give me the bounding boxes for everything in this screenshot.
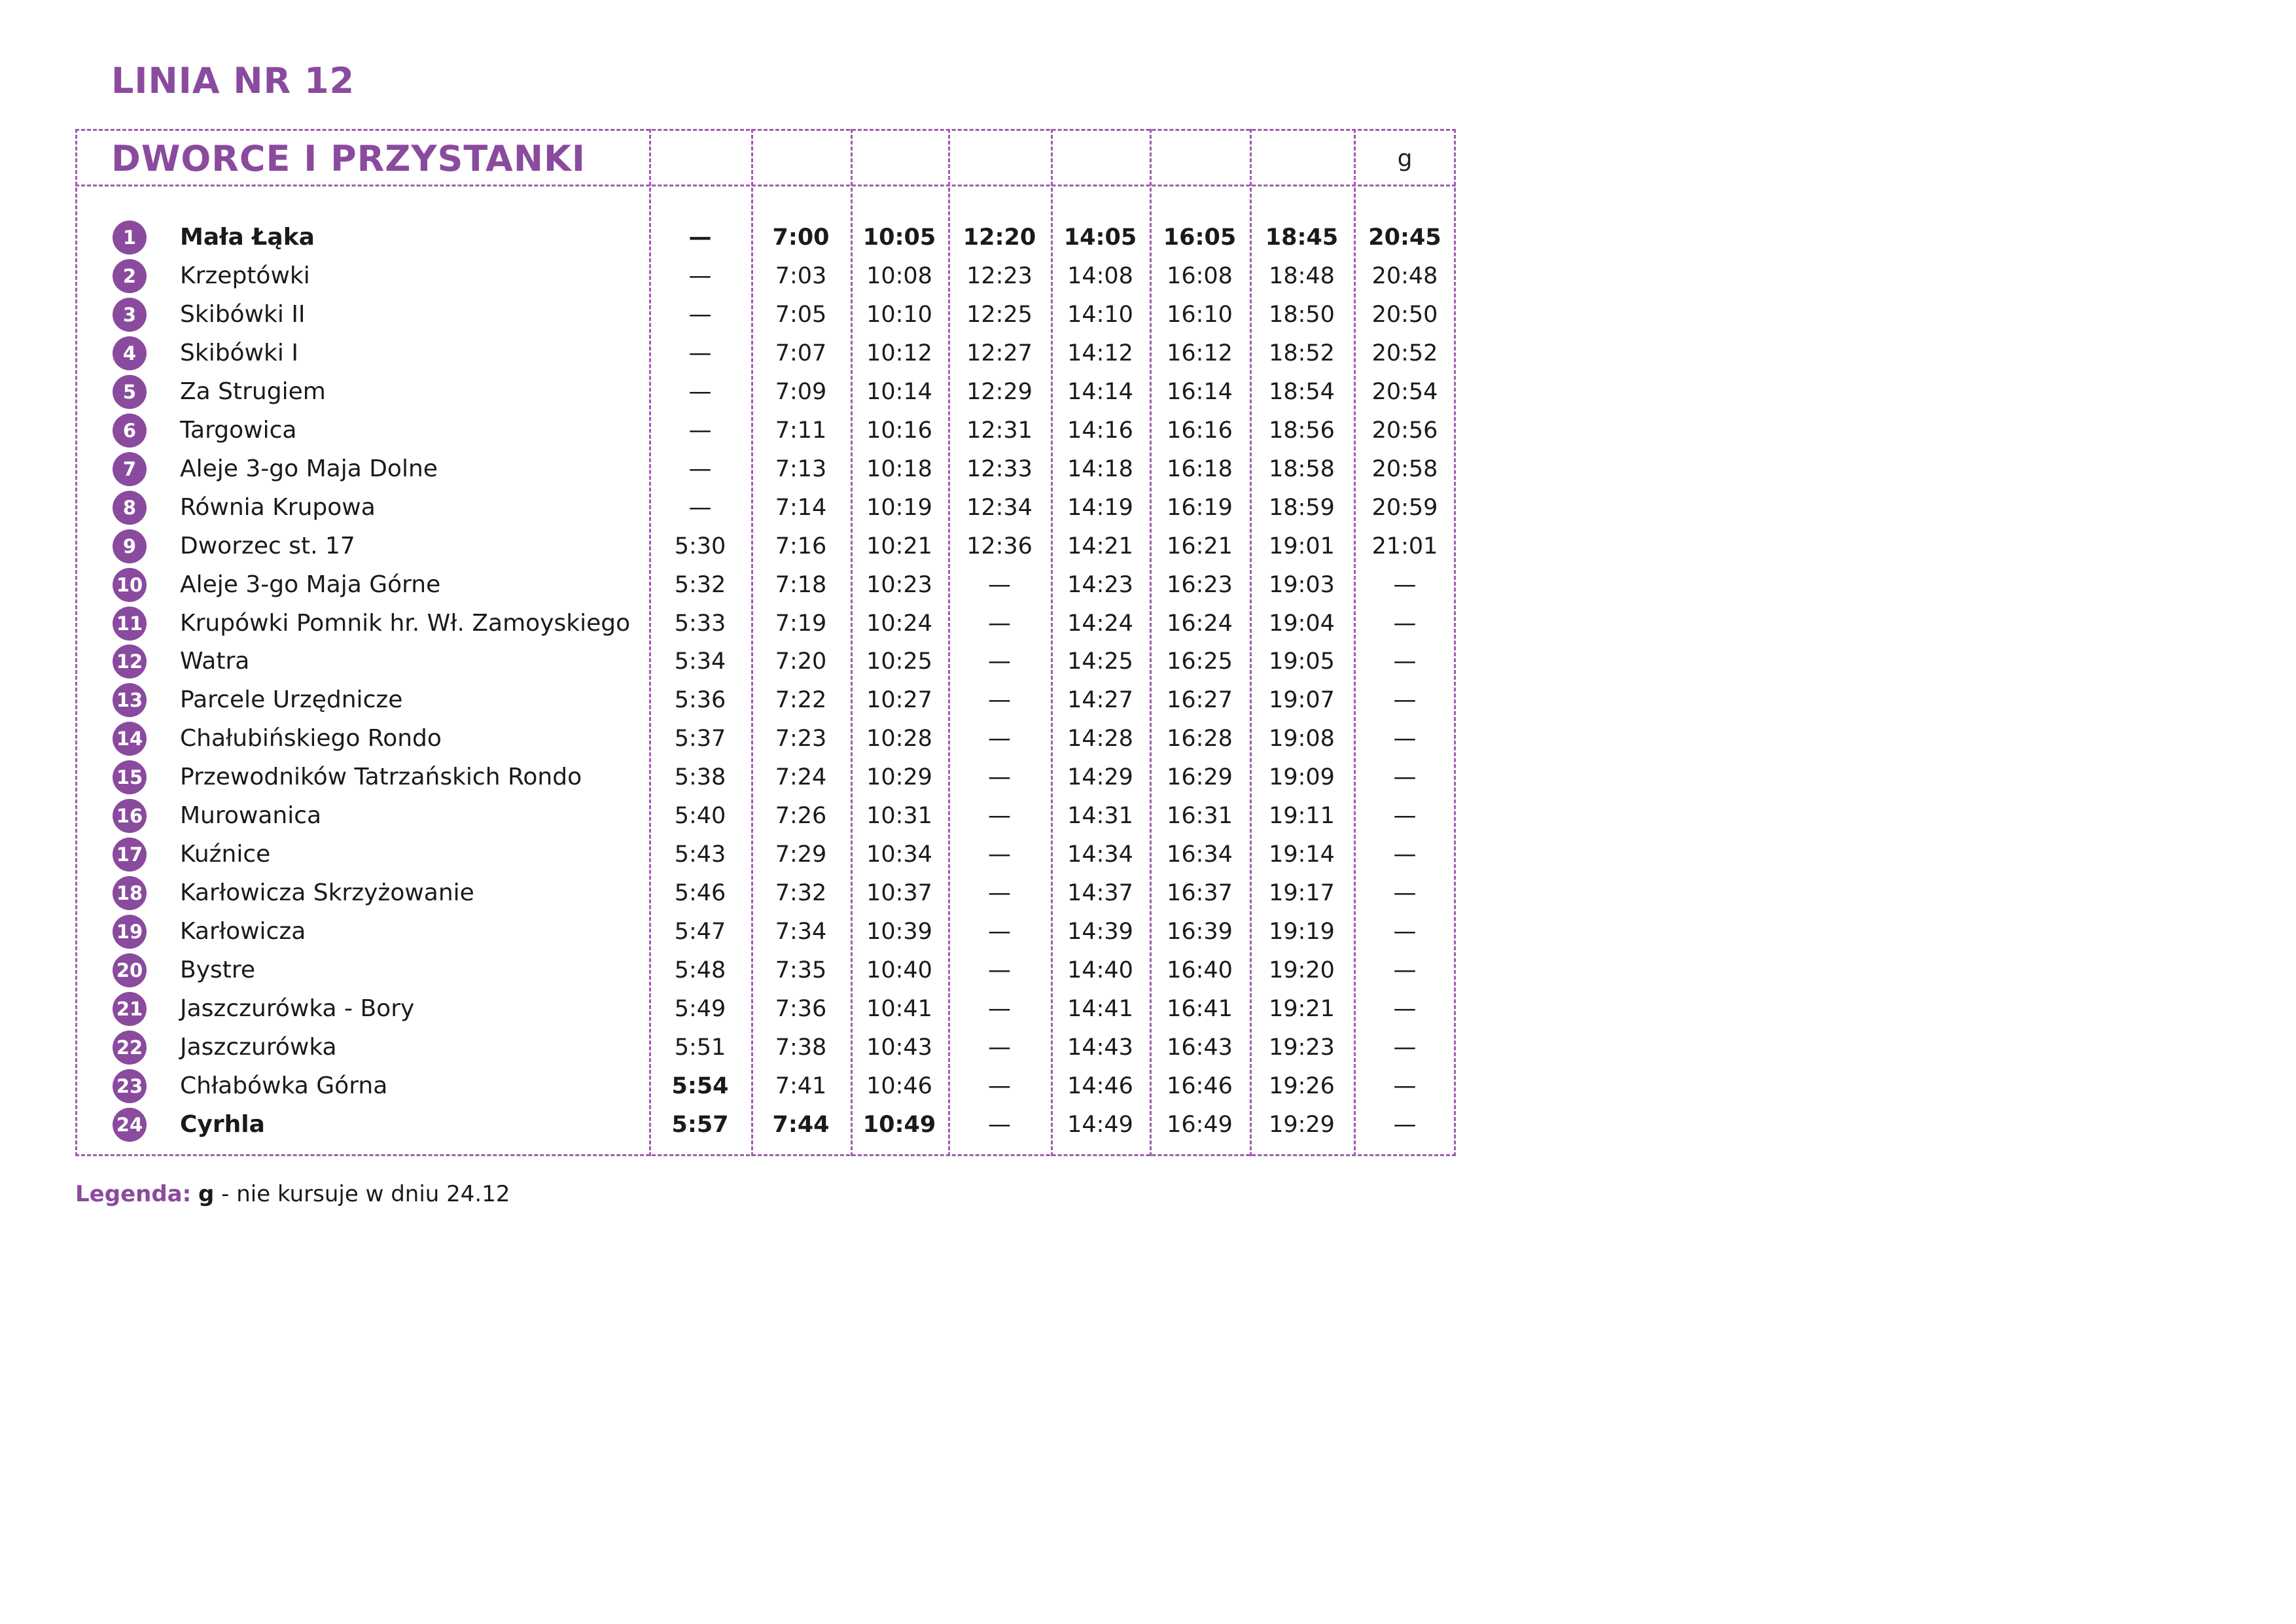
departure-time: 7:16 (775, 533, 827, 559)
legend-label: Legenda: (75, 1181, 192, 1207)
departure-time: 7:14 (775, 494, 827, 521)
departure-time: 20:50 (1371, 301, 1438, 328)
departure-time: 5:57 (671, 1111, 729, 1138)
stop-name: Bystre (180, 957, 256, 984)
stop-name: Karłowicza Skrzyżowanie (180, 879, 474, 907)
legend-code: g (198, 1181, 215, 1207)
stop-name: Dworzec st. 17 (180, 532, 355, 559)
column-flag (1150, 134, 1250, 184)
departure-time: 19:23 (1269, 1034, 1335, 1061)
departure-time: 5:32 (674, 571, 726, 598)
stop-number-badge: 4 (113, 336, 147, 370)
table-row (0, 1106, 1456, 1144)
departure-time: 16:28 (1167, 726, 1233, 752)
departure-time: 16:40 (1167, 957, 1233, 984)
stop-number-badge: 21 (113, 992, 147, 1026)
departure-time: — (1393, 610, 1417, 637)
departure-time: 10:25 (866, 648, 932, 675)
table-row (0, 489, 1456, 527)
departure-time: 16:05 (1163, 224, 1237, 251)
departure-time: — (1393, 1072, 1417, 1099)
departure-time: 14:49 (1067, 1111, 1133, 1138)
stop-number-badge: 2 (113, 259, 147, 293)
departure-time: 18:52 (1269, 340, 1335, 366)
departure-time: 19:21 (1269, 996, 1335, 1022)
table-row (0, 758, 1456, 796)
stop-number-badge: 24 (113, 1108, 147, 1142)
table-row (0, 605, 1456, 643)
departure-time: 19:17 (1269, 880, 1335, 907)
stop-name: Aleje 3-go Maja Górne (180, 571, 441, 598)
column-flag (948, 134, 1051, 184)
departure-time: — (688, 494, 712, 521)
departure-time: — (988, 957, 1011, 984)
departure-time: 5:36 (674, 687, 726, 714)
departure-time: 14:12 (1067, 340, 1133, 366)
departure-time: 19:26 (1269, 1072, 1335, 1099)
stop-number-badge: 23 (113, 1069, 147, 1103)
departure-time: 10:46 (866, 1072, 932, 1099)
departure-time: 5:38 (674, 764, 726, 791)
departure-time: 14:37 (1067, 880, 1133, 907)
stop-name: Mała Łąka (180, 224, 315, 251)
departure-time: — (988, 919, 1011, 945)
departure-time: 7:36 (775, 996, 827, 1022)
stop-name: Skibówki II (180, 300, 306, 328)
table-row (0, 412, 1456, 450)
column-flag (649, 134, 751, 184)
departure-time: 16:34 (1167, 841, 1233, 868)
stop-number-badge: 10 (113, 568, 147, 602)
departure-time: 18:48 (1269, 262, 1335, 289)
departure-time: 16:29 (1167, 764, 1233, 791)
stop-name: Krzeptówki (180, 262, 310, 289)
departure-time: — (1393, 996, 1417, 1022)
departure-time: 5:34 (674, 648, 726, 675)
departure-time: — (988, 726, 1011, 752)
departure-time: — (988, 687, 1011, 714)
departure-time: 18:59 (1269, 494, 1335, 521)
departure-time: — (1393, 880, 1417, 907)
departure-time: 12:20 (963, 224, 1036, 251)
stop-name: Kuźnice (180, 841, 271, 868)
departure-time: — (988, 571, 1011, 598)
stop-number-badge: 1 (113, 221, 147, 255)
departure-time: 7:11 (775, 417, 827, 444)
departure-time: 19:07 (1269, 687, 1335, 714)
stop-name: Chałubińskiego Rondo (180, 725, 442, 752)
stop-name: Parcele Urzędnicze (180, 686, 403, 714)
stop-number-badge: 7 (113, 452, 147, 486)
departure-time: 19:01 (1269, 533, 1335, 559)
departure-time: 14:05 (1063, 224, 1137, 251)
departure-time: — (1393, 1111, 1417, 1138)
departure-time: — (1393, 841, 1417, 868)
departure-time: 10:16 (866, 417, 932, 444)
table-row (0, 219, 1456, 256)
stop-name: Cyrhla (180, 1110, 265, 1138)
departure-time: — (988, 1111, 1011, 1138)
stop-name: Za Strugiem (180, 378, 326, 405)
departure-time: 12:23 (966, 262, 1033, 289)
departure-time: 5:40 (674, 803, 726, 830)
departure-time: 19:08 (1269, 726, 1335, 752)
departure-time: 16:14 (1167, 378, 1233, 405)
departure-time: 19:04 (1269, 610, 1335, 637)
departure-time: 16:41 (1167, 996, 1233, 1022)
departure-time: 10:10 (866, 301, 932, 328)
departure-time: 20:58 (1371, 455, 1438, 482)
departure-time: 19:09 (1269, 764, 1335, 791)
table-row (0, 720, 1456, 758)
departure-time: 20:56 (1371, 417, 1438, 444)
departure-time: 7:19 (775, 610, 827, 637)
departure-time: 7:38 (775, 1034, 827, 1061)
stop-number-badge: 15 (113, 760, 147, 794)
departure-time: 7:29 (775, 841, 827, 868)
departure-time: 10:19 (866, 494, 932, 521)
stop-number-badge: 18 (113, 876, 147, 910)
departure-time: 21:01 (1371, 533, 1438, 559)
table-row (0, 334, 1456, 372)
departure-time: 10:05 (862, 224, 936, 251)
departure-time: 10:14 (866, 378, 932, 405)
departure-time: — (988, 996, 1011, 1022)
departure-time: — (688, 224, 712, 251)
departure-time: 7:41 (775, 1072, 827, 1099)
column-flag (751, 134, 851, 184)
departure-time: 16:10 (1167, 301, 1233, 328)
table-row (0, 643, 1456, 680)
stop-number-badge: 11 (113, 607, 147, 641)
departure-time: 10:41 (866, 996, 932, 1022)
departure-time: — (988, 764, 1011, 791)
departure-time: 10:21 (866, 533, 932, 559)
page-title: LINIA NR 12 (111, 60, 355, 101)
stop-name: Chłabówka Górna (180, 1072, 388, 1099)
departure-time: 7:35 (775, 957, 827, 984)
departure-time: 14:19 (1067, 494, 1133, 521)
stop-name: Równia Krupowa (180, 493, 376, 521)
table-row (0, 527, 1456, 565)
departure-time: — (1393, 648, 1417, 675)
departure-time: 19:29 (1269, 1111, 1335, 1138)
table-row (0, 836, 1456, 874)
departure-time: 19:19 (1269, 919, 1335, 945)
departure-time: — (1393, 1034, 1417, 1061)
table-row (0, 681, 1456, 719)
stop-name: Watra (180, 648, 250, 675)
stop-number-badge: 20 (113, 953, 147, 987)
departure-time: 7:09 (775, 378, 827, 405)
departure-time: 12:25 (966, 301, 1033, 328)
table-row (0, 450, 1456, 488)
departure-time: 20:45 (1368, 224, 1441, 251)
departure-time: 14:10 (1067, 301, 1133, 328)
table-row (0, 296, 1456, 334)
departure-time: 5:48 (674, 957, 726, 984)
departure-time: 16:12 (1167, 340, 1233, 366)
departure-time: 5:43 (674, 841, 726, 868)
departure-time: — (988, 803, 1011, 830)
stop-number-badge: 8 (113, 491, 147, 525)
departure-time: — (988, 1034, 1011, 1061)
departure-time: 14:14 (1067, 378, 1133, 405)
departure-time: — (988, 841, 1011, 868)
column-flag (851, 134, 948, 184)
departure-time: 18:56 (1269, 417, 1335, 444)
departure-time: 12:36 (966, 533, 1033, 559)
departure-time: 16:31 (1167, 803, 1233, 830)
stop-number-badge: 9 (113, 529, 147, 563)
legend (75, 1178, 510, 1210)
departure-time: 12:27 (966, 340, 1033, 366)
stop-name: Targowica (180, 416, 297, 444)
departure-time: 16:39 (1167, 919, 1233, 945)
departure-time: 10:49 (862, 1111, 936, 1138)
departure-time: 14:46 (1067, 1072, 1133, 1099)
stop-number-badge: 6 (113, 414, 147, 448)
table-row (0, 874, 1456, 912)
departure-time: 5:33 (674, 610, 726, 637)
departure-time: 7:13 (775, 455, 827, 482)
departure-time: — (1393, 726, 1417, 752)
departure-time: 14:39 (1067, 919, 1133, 945)
departure-time: 16:27 (1167, 687, 1233, 714)
departure-time: — (988, 1072, 1011, 1099)
departure-time: 16:19 (1167, 494, 1233, 521)
departure-time: 16:24 (1167, 610, 1233, 637)
departure-time: 18:50 (1269, 301, 1335, 328)
column-flag (1250, 134, 1354, 184)
table-row (0, 566, 1456, 604)
departure-time: 10:34 (866, 841, 932, 868)
column-flag: g (1397, 145, 1413, 172)
departure-time: 5:37 (674, 726, 726, 752)
departure-time: — (1393, 919, 1417, 945)
departure-time: 10:23 (866, 571, 932, 598)
departure-time: 19:11 (1269, 803, 1335, 830)
stop-name: Murowanica (180, 802, 322, 830)
table-row (0, 990, 1456, 1028)
table-row (0, 1067, 1456, 1105)
departure-time: — (1393, 803, 1417, 830)
table-row (0, 797, 1456, 835)
departure-time: 16:25 (1167, 648, 1233, 675)
departure-time: 7:07 (775, 340, 827, 366)
departure-time: 7:24 (775, 764, 827, 791)
departure-time: 19:14 (1269, 841, 1335, 868)
departure-time: — (688, 301, 712, 328)
header-divider (75, 185, 1456, 186)
departure-time: 7:00 (772, 224, 830, 251)
departure-time: 14:28 (1067, 726, 1133, 752)
stop-name: Przewodników Tatrzańskich Rondo (180, 764, 582, 791)
stop-name: Jaszczurówka (180, 1033, 337, 1061)
departure-time: 20:52 (1371, 340, 1438, 366)
departure-time: 10:43 (866, 1034, 932, 1061)
departure-time: 5:46 (674, 880, 726, 907)
departure-time: 7:03 (775, 262, 827, 289)
departure-time: 16:23 (1167, 571, 1233, 598)
table-row (0, 373, 1456, 411)
stop-number-badge: 17 (113, 838, 147, 872)
departure-time: — (688, 455, 712, 482)
departure-time: — (1393, 571, 1417, 598)
departure-time: 20:59 (1371, 494, 1438, 521)
departure-time: 10:18 (866, 455, 932, 482)
departure-time: 14:29 (1067, 764, 1133, 791)
departure-time: 10:31 (866, 803, 932, 830)
stop-name: Skibówki I (180, 339, 298, 366)
stop-name: Aleje 3-go Maja Dolne (180, 455, 438, 482)
departure-time: 16:43 (1167, 1034, 1233, 1061)
departure-time: 12:34 (966, 494, 1033, 521)
departure-time: 16:08 (1167, 262, 1233, 289)
departure-time: 16:18 (1167, 455, 1233, 482)
stop-number-badge: 12 (113, 644, 147, 679)
departure-time: 7:34 (775, 919, 827, 945)
departure-time: 18:54 (1269, 378, 1335, 405)
departure-time: 16:16 (1167, 417, 1233, 444)
departure-time: 10:12 (866, 340, 932, 366)
legend-text: - nie kursuje w dniu 24.12 (214, 1181, 510, 1207)
stop-name: Krupówki Pomnik hr. Wł. Zamoyskiego (180, 609, 631, 637)
departure-time: 10:08 (866, 262, 932, 289)
departure-time: 14:40 (1067, 957, 1133, 984)
stop-number-badge: 16 (113, 799, 147, 833)
departure-time: 5:49 (674, 996, 726, 1022)
departure-time: 12:33 (966, 455, 1033, 482)
column-flag (1051, 134, 1150, 184)
departure-time: 7:22 (775, 687, 827, 714)
stop-number-badge: 19 (113, 915, 147, 949)
departure-time: 14:21 (1067, 533, 1133, 559)
stop-number-badge: 3 (113, 298, 147, 332)
departure-time: 18:58 (1269, 455, 1335, 482)
departure-time: 20:54 (1371, 378, 1438, 405)
departure-time: 14:16 (1067, 417, 1133, 444)
departure-time: 5:30 (674, 533, 726, 559)
departure-time: — (688, 417, 712, 444)
departure-time: 7:32 (775, 880, 827, 907)
stop-number-badge: 13 (113, 683, 147, 717)
departure-time: 14:23 (1067, 571, 1133, 598)
departure-time: 16:46 (1167, 1072, 1233, 1099)
stop-number-badge: 14 (113, 722, 147, 756)
departure-time: 5:47 (674, 919, 726, 945)
departure-time: 19:20 (1269, 957, 1335, 984)
departure-time: 5:54 (671, 1072, 729, 1099)
stop-name: Karłowicza (180, 918, 306, 945)
departure-time: 20:48 (1371, 262, 1438, 289)
departure-time: 14:41 (1067, 996, 1133, 1022)
departure-time: 14:08 (1067, 262, 1133, 289)
table-row (0, 257, 1456, 295)
departure-time: 7:23 (775, 726, 827, 752)
departure-time: 10:28 (866, 726, 932, 752)
departure-time: — (988, 610, 1011, 637)
departure-time: 16:21 (1167, 533, 1233, 559)
departure-time: 5:51 (674, 1034, 726, 1061)
departure-time: 14:18 (1067, 455, 1133, 482)
departure-time: 10:27 (866, 687, 932, 714)
departure-time: — (988, 880, 1011, 907)
departure-time: 10:24 (866, 610, 932, 637)
departure-time: 10:29 (866, 764, 932, 791)
departure-time: 7:05 (775, 301, 827, 328)
departure-time: 7:26 (775, 803, 827, 830)
departure-time: 10:40 (866, 957, 932, 984)
departure-time: 7:44 (772, 1111, 830, 1138)
departure-time: 14:43 (1067, 1034, 1133, 1061)
table-row (0, 1029, 1456, 1067)
departure-time: 14:31 (1067, 803, 1133, 830)
departure-time: 14:34 (1067, 841, 1133, 868)
stop-number-badge: 22 (113, 1031, 147, 1065)
stop-name: Jaszczurówka - Bory (180, 995, 415, 1022)
departure-time: 19:05 (1269, 648, 1335, 675)
departure-time: 7:18 (775, 571, 827, 598)
departure-time: 18:45 (1265, 224, 1339, 251)
departure-time: — (688, 378, 712, 405)
departure-time: 16:49 (1167, 1111, 1233, 1138)
departure-time: — (688, 262, 712, 289)
stop-number-badge: 5 (113, 375, 147, 409)
departure-time: — (988, 648, 1011, 675)
table-row (0, 913, 1456, 951)
departure-time: 10:37 (866, 880, 932, 907)
departure-time: 19:03 (1269, 571, 1335, 598)
departure-time: 12:29 (966, 378, 1033, 405)
table-row (0, 951, 1456, 989)
departure-time: 14:27 (1067, 687, 1133, 714)
departure-time: — (1393, 764, 1417, 791)
departure-time: — (1393, 687, 1417, 714)
departure-time: 14:24 (1067, 610, 1133, 637)
departure-time: 14:25 (1067, 648, 1133, 675)
departure-time: 10:39 (866, 919, 932, 945)
departure-time: 12:31 (966, 417, 1033, 444)
departure-time: — (1393, 957, 1417, 984)
stops-header: DWORCE I PRZYSTANKI (111, 138, 586, 179)
departure-time: — (688, 340, 712, 366)
departure-time: 7:20 (775, 648, 827, 675)
departure-time: 16:37 (1167, 880, 1233, 907)
